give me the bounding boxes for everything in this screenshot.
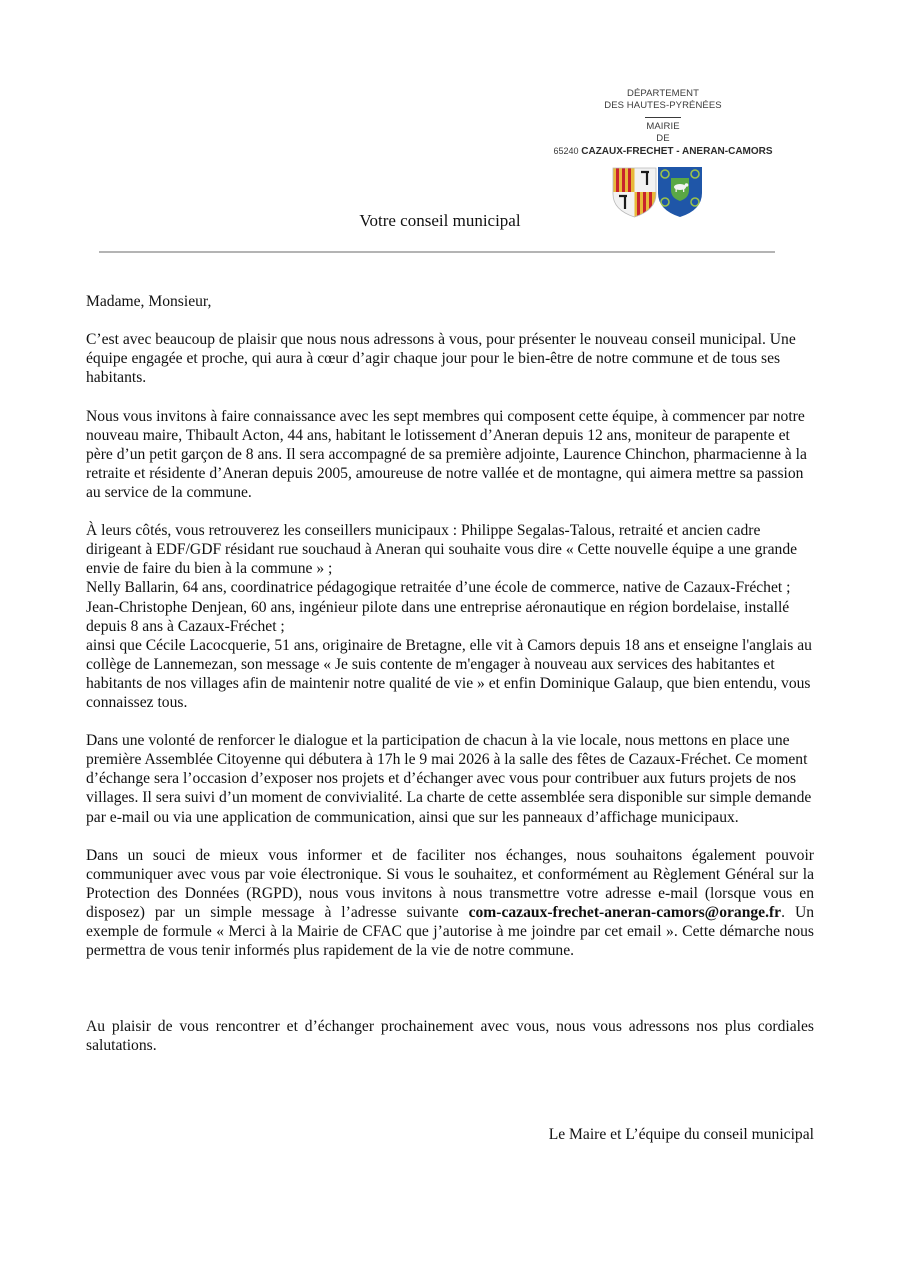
- paragraph-closing: Au plaisir de vous rencontrer et d’échanger prochainement avec vous, nous vous adressons nos plus cordiales salutations.: [86, 1018, 814, 1055]
- salutation: Madame, Monsieur,: [86, 293, 212, 310]
- letter-body: [86, 292, 814, 1075]
- commune-name: CAZAUX-FRECHET - ANERAN-CAMORS: [581, 146, 773, 157]
- paragraph-mayor: Nous vous invitons à faire connaissance avec les sept membres qui composent cette équipe, à commencer par notre nouveau maire, Thibault Acton, 44 ans, habitant le lotissement d’Aneran depuis 12 ans, moniteur de parapente et père d’un petit garçon de 8 ans. Il sera accompagné de sa première adjointe, Laurence Chinchon, pharmacienne à la retraite et résidente d’Aneran depuis 2005, amoureuse de notre vallée et de montagne, qui aimera mettre sa passion au service de la commune.: [86, 407, 807, 501]
- department-label: DÉPARTEMENT: [626, 88, 699, 99]
- letterhead: [548, 88, 778, 158]
- commune-line: [548, 145, 778, 158]
- page-title: Votre conseil municipal: [359, 211, 521, 230]
- de-label: DE: [656, 133, 670, 144]
- paragraph-intro: C’est avec beaucoup de plaisir que nous nous adressons à vous, pour présenter le nouveau conseil municipal. Une équipe engagée et proche, qui aura à cœur d’agir chaque jour pour le bien-être de notre commune et de tous ses habitants.: [86, 331, 796, 387]
- postcode: 65240: [553, 146, 579, 156]
- councillors-ballarin-denjean: Nelly Ballarin, 64 ans, coordinatrice pédagogique retraitée d’une école de commerce, native de Cazaux-Fréchet ; Jean-Christophe Denjean, 60 ans, ingénieur pilote dans une entreprise aéronautique en région bordelaise, installé depuis 8 ans à Cazaux-Fréchet ;: [86, 579, 791, 635]
- email-text-before: Dans un souci de mieux vous informer et de faciliter nos échanges, nous souhaitons également pouvoir communiquer avec vous par voie électronique. Si vous le souhaitez, et conformément au Règlement Général sur la Protection des Données (RGPD), nous vous invitons à nous transmettre votre adresse e-mail (lorsque vous en disposez) par un simple message à l’adresse suivante: [86, 846, 814, 921]
- department-name: DES HAUTES-PYRÉNÉES: [604, 100, 722, 111]
- letterhead-rule: [645, 117, 681, 118]
- signature: Le Maire et L’équipe du conseil municipal: [548, 1126, 814, 1143]
- paragraph-assembly: Dans une volonté de renforcer le dialogue et la participation de chacun à la vie locale, nous mettons en place une première Assemblée Citoyenne qui débutera à 17h le 9 mai 2026 à la salle des fêtes de Cazaux-Fréchet. Ce moment d’échange sera l’occasion d’exposer nos projets et d’échanger avec vous pour contribuer aux futurs projets de nos villages. Il sera suivi d’un moment de convivialité. La charte de cette assemblée sera disponible sur simple demande par e-mail ou via une application de communication, ainsi que sur les panneaux d’affichage municipaux.: [86, 732, 812, 826]
- paragraph-email: [86, 846, 814, 961]
- contact-email-link[interactable]: com-cazaux-frechet-aneran-camors@orange.fr: [468, 904, 782, 921]
- councillor-segalas: À leurs côtés, vous retrouverez les conseillers municipaux : Philippe Segalas-Talous, retraité et ancien cadre dirigeant à EDF/GDF résidant rue souchaud à Aneran qui souhaite vous dire « Cette nouvelle équipe a une grande envie de faire du bien à la commune » ;: [86, 522, 798, 578]
- paragraph-councillors: [86, 521, 814, 712]
- mairie-label: MAIRIE: [646, 121, 680, 132]
- title-divider: [99, 251, 775, 253]
- councillors-lacocquerie-galaup: ainsi que Cécile Lacocquerie, 51 ans, originaire de Bretagne, elle vit à Camors depuis 18 ans et enseigne l'anglais au collège de Lannemezan, son message « Je suis contente de m'engager à nouveau aux services des habitantes et habitants de nos villages afin de maintenir notre qualité de vie » et enfin Dominique Galaup, que bien entendu, vous connaissez tous.: [86, 636, 812, 711]
- email-text-after: . Un exemple de formule « Merci à la Mairie de CFAC que j’autorise à me joindre par cet email ». Cette démarche nous permettra de vous tenir informés plus rapidement de la vie de notre commune.: [86, 904, 814, 960]
